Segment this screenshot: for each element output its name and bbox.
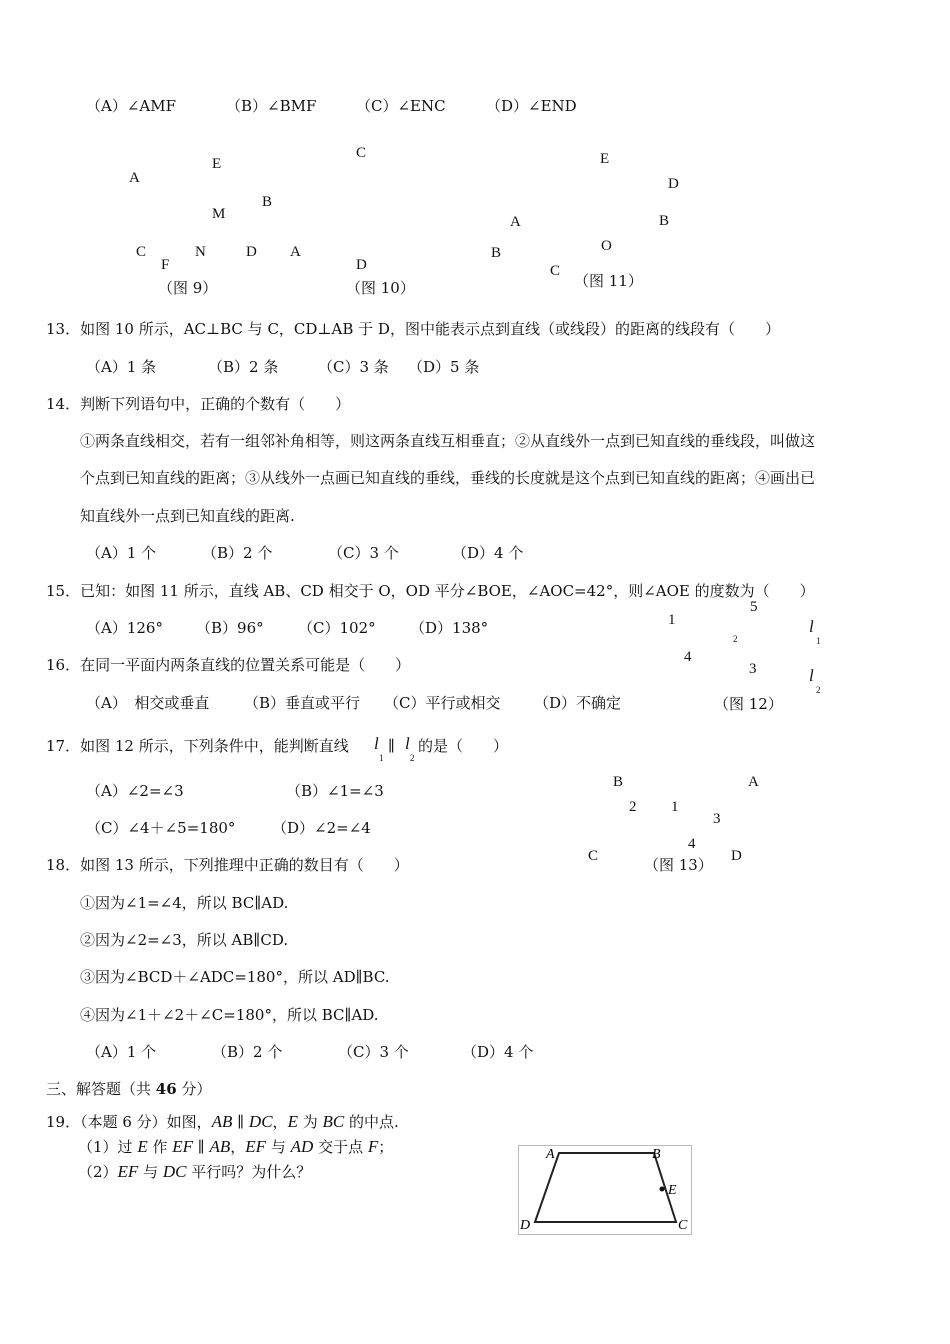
point-e [660,1187,665,1192]
q19-p1-ab: AB [209,1137,231,1156]
q19-p1-e: E [137,1137,148,1156]
trapezoid-label: E [668,1183,677,1198]
q17-option-d: （D）∠2=∠4 [272,819,371,837]
q19-num: 19．（本题 6 分）如图， [46,1113,212,1131]
q19-par: ∥ [232,1113,249,1131]
fig11-label: C [550,263,561,279]
q15-option-a: （A）126° [86,619,163,637]
fig13-label: B [613,774,624,790]
q16-stem: 16．在同一平面内两条直线的位置关系可能是（ ） [46,656,411,674]
q18-option-a: （A）1 个 [86,1043,157,1061]
fig11-label: A [510,214,521,230]
trapezoid-abcd [535,1153,676,1222]
fig9-label: F [161,257,170,273]
q18-item: ②因为∠2=∠3，所以 AB∥CD. [80,931,289,949]
fig11-caption: （图 11） [574,272,643,290]
fig12-line-l1: l [809,617,814,636]
fig12-label: 4 [684,649,692,665]
q19-p1-par: ∥ [193,1138,210,1156]
fig10-caption: （图 10） [346,279,415,297]
q16-option-d: （D）不确定 [534,694,622,712]
q19-p1-ad: AD [290,1137,314,1156]
fig13-label: 1 [671,799,679,815]
q19-p2-yu: 与 [138,1163,163,1181]
q19-p2-pre: （2） [78,1163,118,1181]
q14-option-d: （D）4 个 [452,544,524,562]
fig12-label: 2 [733,634,738,644]
fig13-label: 4 [688,836,696,852]
fig10-label: C [356,145,367,161]
q17-option-b: （B）∠1=∠3 [286,782,384,800]
q19-p2-end: 平行吗？为什么？ [186,1163,312,1181]
q16-option-b: （B）垂直或平行 [244,694,361,712]
section-3-heading [46,1082,211,1097]
q14-option-a: （A）1 个 [86,544,157,562]
q18-option-b: （B）2 个 [212,1043,283,1061]
fig12-label: 3 [749,661,757,677]
fig9-label: N [195,244,206,260]
q16-option-a: （A） 相交或垂直 [86,694,210,712]
q19-trapezoid-figure [518,1145,692,1235]
fig9-label: A [290,244,301,260]
fig13-label: C [588,848,599,864]
fig10-label: D [356,257,367,273]
fig11-label: B [491,245,502,261]
q19-dc: DC [248,1112,273,1131]
q14-body-line: 个点到已知直线的距离；③从线外一点画已知直线的垂线，垂线的长度就是这个点到已知直线的距离；④画出已 [80,469,816,487]
fig13-label: A [748,774,759,790]
fig12-caption: （图 12） [714,695,783,713]
trapezoid-label: B [652,1147,661,1162]
trapezoid-label: A [546,1147,555,1162]
q19-p1-c: ， [230,1138,246,1156]
q14-body-line: 知直线外一点到已知直线的距离. [80,507,295,525]
fig9-label: D [246,244,257,260]
q17-option-a: （A）∠2=∠3 [86,782,184,800]
q13-option-d: （D）5 条 [408,358,480,376]
fig11-label: E [600,151,610,167]
fig12-label: 5 [750,599,758,615]
q12-option-c: （C）∠ENC [356,97,446,115]
q15-option-c: （C）102° [298,619,376,637]
trapezoid-label: C [678,1218,688,1233]
q19-part-1 [78,1138,393,1155]
fig11-label: O [601,238,612,254]
q19-p2-dc: DC [162,1162,187,1181]
q19-ab: AB [211,1112,233,1131]
q14-option-b: （B）2 个 [202,544,273,562]
q17-stem-post: 的是（ ） [418,737,509,755]
q17-l1-sub: 1 [379,753,384,763]
q19-p1-end: ； [378,1138,394,1156]
q19-p1-yu: 与 [266,1138,291,1156]
q19-end: 的中点. [344,1113,399,1131]
q12-option-b: （B）∠BMF [226,97,317,115]
q13-stem: 13．如图 10 所示，AC⊥BC 与 C，CD⊥AB 于 D，图中能表示点到直线（或线段）的距离的线段有（ ） [46,320,780,338]
q19-part-2 [78,1163,311,1180]
fig13-caption: （图 13） [644,856,713,874]
q17-l2: l [405,734,410,753]
q17-stem-pre: 17．如图 12 所示，下列条件中，能判断直线 [46,737,349,755]
q14-body-line: ①两条直线相交，若有一组邻补角相等，则这两条直线互相垂直；②从直线外一点到已知直线的垂线段，叫做这 [80,432,816,450]
fig9-caption: （图 9） [158,279,218,297]
section-3-points: 46 [155,1080,177,1098]
q19-mid: 为 [297,1113,323,1131]
q19-p2-ef: EF [117,1162,139,1181]
q18-option-c: （C）3 个 [338,1043,409,1061]
fig9-label: E [212,156,222,172]
q17-option-c: （C）∠4＋∠5=180° [86,819,236,837]
q14-stem: 14．判断下列语句中，正确的个数有（ ） [46,395,351,413]
fig13-label: 3 [713,811,721,827]
q19-stem [46,1113,399,1130]
q19-p1-pre: （1）过 [78,1138,138,1156]
section-3-post: 分） [176,1080,212,1098]
q19-e: E [287,1112,298,1131]
q19-p1-ef2: EF [245,1137,267,1156]
fig9-label: C [136,244,147,260]
q16-option-c: （C）平行或相交 [384,694,501,712]
q17-parallel: ∥ [388,737,395,755]
q17-l1: l [374,734,379,753]
fig9-label: B [262,194,273,210]
fig11-label: B [659,213,670,229]
fig12-line-l1-sub: 1 [816,636,821,646]
q15-option-d: （D）138° [410,619,489,637]
fig12-line-l2: l [809,666,814,685]
fig9-label: A [129,170,140,186]
q13-option-a: （A）1 条 [86,358,157,376]
q13-option-c: （C）3 条 [318,358,389,376]
q18-option-d: （D）4 个 [462,1043,534,1061]
q18-item: ③因为∠BCD＋∠ADC=180°，所以 AD∥BC. [80,968,390,986]
trapezoid-label: D [520,1218,531,1233]
q19-p1-zuo: 作 [147,1138,173,1156]
q18-item: ①因为∠1=∠4，所以 BC∥AD. [80,894,289,912]
q19-comma: ， [272,1113,288,1131]
fig13-label: 2 [629,799,637,815]
q13-option-b: （B）2 条 [208,358,279,376]
q19-p1-jiao: 交于点 [313,1138,368,1156]
q19-p1-f: F [367,1137,379,1156]
fig9-label: M [212,206,226,222]
q18-stem: 18．如图 13 所示，下列推理中正确的数目有（ ） [46,856,409,874]
q12-option-d: （D）∠END [486,97,577,115]
section-3-pre: 三、解答题（共 [46,1080,156,1098]
q19-bc: BC [322,1112,345,1131]
fig12-label: 1 [668,612,676,628]
fig12-line-l2-sub: 2 [816,685,821,695]
q15-option-b: （B）96° [196,619,264,637]
q19-p1-ef: EF [172,1137,194,1156]
q17-l2-sub: 2 [410,753,415,763]
q12-option-a: （A）∠AMF [86,97,177,115]
q18-item: ④因为∠1＋∠2＋∠C=180°，所以 BC∥AD. [80,1006,379,1024]
fig13-label: D [731,848,742,864]
q15-stem: 15．已知：如图 11 所示，直线 AB、CD 相交于 O，OD 平分∠BOE，∠AOC=42°，则∠AOE 的度数为（ ） [46,582,815,600]
fig11-label: D [668,176,679,192]
q14-option-c: （C）3 个 [328,544,399,562]
